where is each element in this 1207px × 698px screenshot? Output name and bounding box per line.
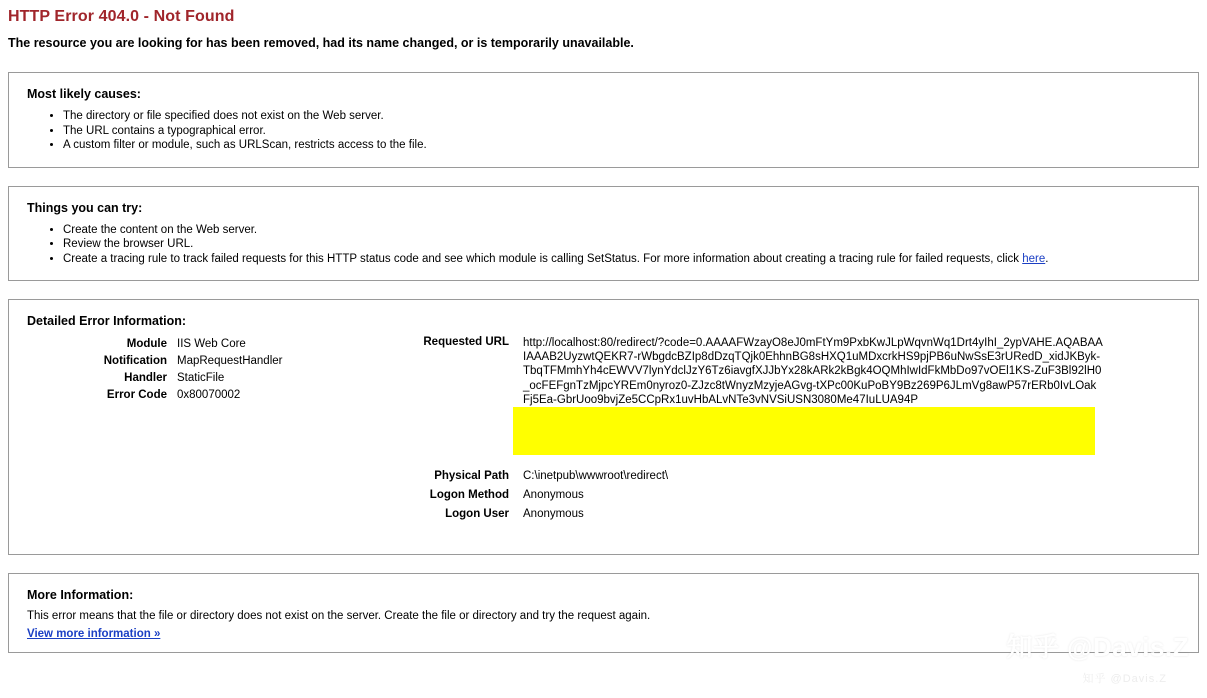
list-item-tracing-rule [63, 252, 1180, 267]
detail-label: Handler [124, 372, 167, 384]
more-information-text: This error means that the file or directory does not exist on the server. Create the file or directory and try the request again. [27, 610, 651, 623]
watermark: 知乎 @Davis.Z [1006, 632, 1189, 662]
tracing-rule-text: Create a tracing rule to track failed requests for this HTTP status code and see which module is calling SetStatus. For more information about creating a tracing rule for failed requests, click [63, 252, 1023, 265]
error-subtitle: The resource you are looking for has been removed, had its name changed, or is temporarily unavailable. [8, 36, 634, 50]
highlighted-region [513, 407, 1095, 455]
things-you-can-try-panel [8, 186, 1199, 282]
detail-row-requested-url [327, 336, 1180, 407]
detail-row-logon-method [327, 486, 1180, 505]
detail-label: Notification [103, 355, 167, 367]
detail-row-module [27, 336, 327, 353]
requested-url-label: Requested URL [423, 336, 509, 348]
detailed-error-bottom-rows [327, 467, 1180, 524]
detailed-error-information-panel [8, 299, 1199, 555]
list-item: • Review the browser URL. [63, 237, 1180, 252]
detailed-error-grid [27, 336, 1180, 524]
detail-row-error-code [27, 387, 327, 404]
detail-value: MapRequestHandler [177, 355, 283, 367]
more-information-heading: More Information: [27, 588, 134, 603]
detail-label: Physical Path [434, 470, 509, 483]
detail-label: Logon Method [429, 489, 509, 502]
detail-row-notification [27, 353, 327, 370]
most-likely-causes-list [27, 109, 1180, 153]
things-you-can-try-heading: Things you can try: [27, 200, 143, 215]
list-item: • A custom filter or module, such as URLScan, restricts access to the file. [63, 138, 1180, 153]
most-likely-causes-heading: Most likely causes: [27, 87, 141, 101]
detailed-error-right-column [327, 336, 1180, 524]
more-information-panel [8, 573, 1199, 653]
requested-url-value: http://localhost:80/redirect/?code=0.AAAAFWzayO8eJ0mFtYm9PxbKwJLpWqvnWq1Drt4yIhI_2ypVAHE.AQABAAIAAAB2UyzwtQEKR7-rWbgdcBZIp8dDzqTQjk0EhhnBG8sHXQ1uMDxcrkHS9pjPB6uNwSsE3rURedD_xidJKByk-TbqTFMmhYh4cEWVV7lynYdclJzY6Tz6iavgfXJJbYx28kARk2kBgk4OQMhIwIdFkMbDo97vOEl1KS-ZuF3Bl92lH0_ocFEFgnTzMjpcYREm0nyroz0-ZJzc8tWnyzMzyjeAGvg-tXPc00KuPoBY9Bz269P6JLmVg8awP57rERb0IvLOakFj5Ea-GbrUoo9bvjZe5CCpRx1uvHbALvNTe3vNVSiUSN3080Me47IuLUA94P [523, 337, 1103, 406]
list-item: • The URL contains a typographical error. [63, 124, 1180, 139]
detail-label: Error Code [106, 389, 167, 401]
things-you-can-try-list [27, 223, 1180, 267]
view-more-information-link[interactable]: View more information » [27, 628, 161, 641]
detail-value: 0x80070002 [177, 389, 241, 401]
list-item: • Create the content on the Web server. [63, 223, 1180, 238]
detail-value: IIS Web Core [177, 338, 246, 350]
detailed-error-heading: Detailed Error Information: [27, 314, 187, 328]
detail-value: Anonymous [523, 508, 584, 521]
list-item: • The directory or file specified does not exist on the Web server. [63, 109, 1180, 124]
detail-value: C:\inetpub\wwwroot\redirect\ [523, 470, 669, 483]
tracing-rule-text-suffix: . [1045, 252, 1049, 265]
detail-row-handler [27, 370, 327, 387]
page-title: HTTP Error 404.0 - Not Found [8, 8, 235, 25]
detail-value: Anonymous [523, 489, 584, 502]
detail-label: Module [126, 338, 167, 350]
detail-value: StaticFile [177, 372, 225, 384]
tracing-rule-here-link[interactable]: here [1022, 252, 1046, 265]
detailed-error-left-column [27, 336, 327, 404]
detail-label: Logon User [445, 508, 509, 521]
most-likely-causes-panel [8, 72, 1199, 168]
watermark-sub: 知乎 @Davis.Z [1082, 673, 1167, 685]
detail-row-physical-path [327, 467, 1180, 486]
detail-row-logon-user [327, 505, 1180, 524]
